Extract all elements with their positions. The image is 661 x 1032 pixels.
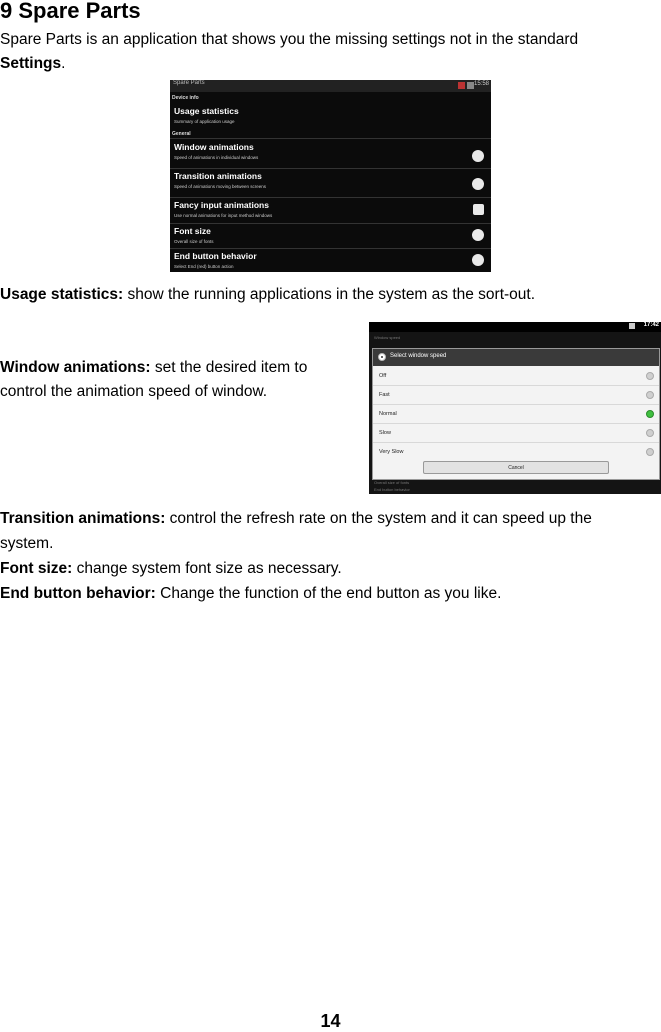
notification-icon bbox=[458, 82, 465, 89]
status-clock: 15:58 bbox=[473, 81, 489, 87]
radio-icon[interactable] bbox=[646, 429, 654, 437]
transition-animations-paragraph bbox=[0, 507, 592, 531]
item-transition-animations[interactable]: Transition animations bbox=[174, 171, 262, 181]
transition-animations-radio[interactable] bbox=[472, 178, 484, 190]
transition-animations-paragraph-2 bbox=[0, 532, 53, 556]
background-window-speed: Window speed bbox=[374, 335, 401, 340]
page-number: 14 bbox=[320, 1011, 341, 1031]
app-name: Spare Parts bbox=[173, 80, 205, 86]
divider bbox=[170, 138, 491, 139]
radio-selected-icon[interactable] bbox=[646, 410, 654, 418]
item-fancy-input-animations[interactable]: Fancy input animations bbox=[174, 200, 269, 210]
intro-paragraph-end bbox=[0, 52, 65, 76]
transition-animations-text: control the refresh rate on the system and it can speed up the bbox=[165, 510, 592, 527]
transition-animations-text-2: system. bbox=[0, 535, 54, 552]
radio-icon[interactable] bbox=[646, 448, 654, 456]
section-heading: 9 Spare Parts bbox=[0, 0, 141, 23]
settings-word: Settings bbox=[0, 55, 62, 72]
item-usage-statistics[interactable]: Usage statistics bbox=[174, 106, 239, 116]
option-label: Off bbox=[379, 373, 387, 379]
status-clock: 17:42 bbox=[643, 322, 659, 328]
radio-icon[interactable] bbox=[646, 372, 654, 380]
end-button-label: End button behavior: bbox=[0, 585, 156, 602]
item-window-animations-sub: Speed of animations in individual windows bbox=[174, 155, 259, 160]
item-fancy-input-animations-sub: Use normal animations for input method windows bbox=[174, 213, 273, 218]
option-very-slow[interactable] bbox=[373, 443, 659, 462]
window-speed-dialog-screenshot bbox=[369, 322, 661, 494]
end-button-radio[interactable] bbox=[472, 254, 484, 266]
font-size-text: change system font size as necessary. bbox=[72, 560, 342, 577]
divider bbox=[170, 223, 491, 224]
intro-text: Spare Parts is an application that shows you the missing settings not in the standard bbox=[0, 31, 579, 48]
window-animations-radio[interactable] bbox=[472, 150, 484, 162]
status-bar bbox=[369, 322, 661, 332]
background-font-size-sub: Overall size of fonts bbox=[374, 480, 410, 485]
item-font-size[interactable]: Font size bbox=[174, 226, 211, 236]
option-label: Normal bbox=[379, 411, 397, 417]
background-end-button: End button behavior bbox=[374, 487, 410, 492]
option-slow[interactable] bbox=[373, 424, 659, 443]
window-animations-text: set the desired item to bbox=[150, 359, 308, 376]
section-device-info: Device info bbox=[172, 95, 199, 101]
usage-statistics-text: show the running applications in the system as the sort-out. bbox=[123, 286, 536, 303]
font-size-radio[interactable] bbox=[472, 229, 484, 241]
usage-statistics-paragraph bbox=[0, 283, 535, 307]
item-window-animations[interactable]: Window animations bbox=[174, 142, 254, 152]
item-end-button-behavior-sub: Select End (red) button action bbox=[174, 264, 234, 269]
select-window-speed-dialog bbox=[372, 348, 660, 480]
transition-animations-label: Transition animations: bbox=[0, 510, 166, 527]
option-fast[interactable] bbox=[373, 386, 659, 405]
item-end-button-behavior[interactable]: End button behavior bbox=[174, 251, 257, 261]
option-off[interactable] bbox=[373, 367, 659, 386]
option-label: Fast bbox=[379, 392, 390, 398]
option-normal[interactable] bbox=[373, 405, 659, 424]
divider bbox=[170, 248, 491, 249]
usage-statistics-label: Usage statistics: bbox=[0, 286, 124, 303]
window-animations-label: Window animations: bbox=[0, 359, 151, 376]
radio-icon[interactable] bbox=[646, 391, 654, 399]
end-button-paragraph bbox=[0, 582, 501, 606]
settings-icon bbox=[378, 353, 386, 361]
window-animations-text-2: control the animation speed of window. bbox=[0, 383, 268, 400]
fancy-input-checkbox[interactable] bbox=[473, 204, 484, 215]
option-label: Slow bbox=[379, 430, 391, 436]
item-usage-statistics-sub: Summary of application usage bbox=[174, 119, 235, 124]
spare-parts-settings-screenshot bbox=[170, 80, 491, 272]
dialog-title: Select window speed bbox=[390, 353, 447, 359]
section-general: General bbox=[172, 131, 191, 137]
option-label: Very Slow bbox=[379, 449, 404, 455]
item-font-size-sub: Overall size of fonts bbox=[174, 239, 214, 244]
intro-paragraph bbox=[0, 28, 578, 52]
divider bbox=[170, 168, 491, 169]
status-bar bbox=[170, 80, 491, 92]
font-size-paragraph bbox=[0, 557, 342, 581]
intro-period: . bbox=[61, 55, 66, 72]
window-animations-paragraph bbox=[0, 356, 307, 380]
item-transition-animations-sub: Speed of animations moving between screens bbox=[174, 184, 267, 189]
signal-icon bbox=[629, 323, 635, 329]
dialog-header bbox=[373, 349, 659, 366]
font-size-label: Font size: bbox=[0, 560, 73, 577]
window-animations-paragraph-2 bbox=[0, 380, 267, 404]
signal-icon bbox=[467, 82, 474, 89]
cancel-button[interactable]: Cancel bbox=[423, 461, 609, 474]
end-button-text: Change the function of the end button as you like. bbox=[155, 585, 502, 602]
divider bbox=[170, 197, 491, 198]
